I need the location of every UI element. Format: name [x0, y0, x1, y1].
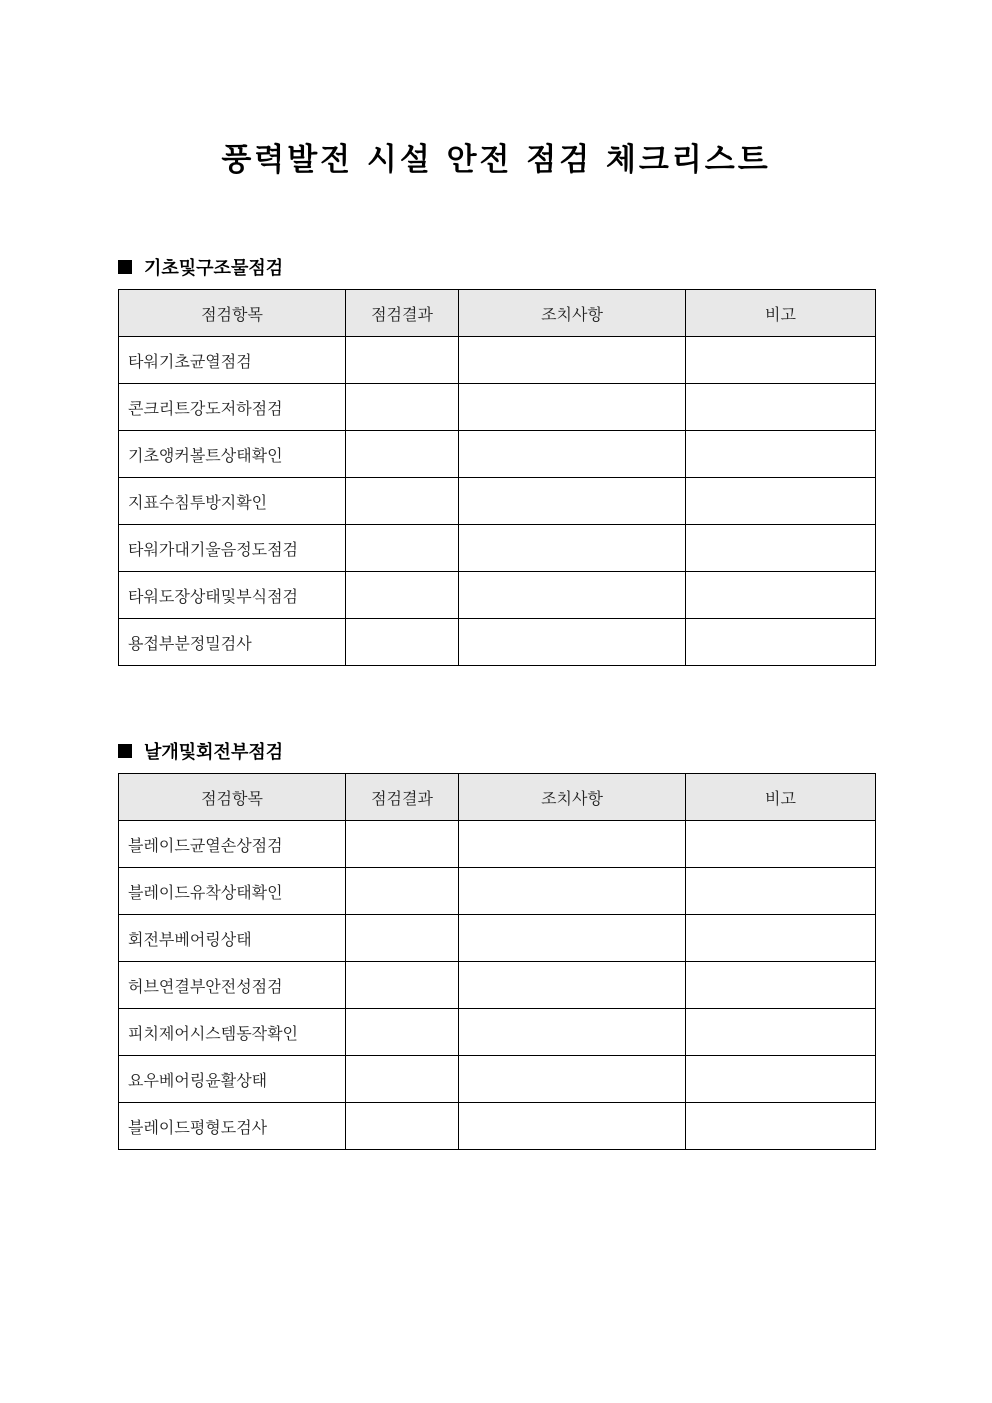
section-heading-label: 기초및구조물점검 [144, 258, 284, 279]
result-cell[interactable] [346, 431, 459, 478]
item-cell: 블레이드평형도검사 [119, 1103, 346, 1150]
square-bullet-icon [118, 744, 132, 758]
remarks-cell[interactable] [686, 915, 876, 962]
item-cell: 블레이드유착상태확인 [119, 868, 346, 915]
table-row [119, 384, 876, 431]
table-row [119, 915, 876, 962]
action-cell[interactable] [459, 478, 686, 525]
item-cell: 블레이드균열손상점검 [119, 821, 346, 868]
column-header-remarks: 비고 [686, 774, 876, 821]
table-header-row [119, 290, 876, 337]
remarks-cell[interactable] [686, 962, 876, 1009]
remarks-cell[interactable] [686, 431, 876, 478]
action-cell[interactable] [459, 868, 686, 915]
item-cell: 용접부분정밀검사 [119, 619, 346, 666]
checklist-table-blade-rotor [118, 773, 876, 1150]
item-cell: 회전부베어링상태 [119, 915, 346, 962]
remarks-cell[interactable] [686, 337, 876, 384]
result-cell[interactable] [346, 1103, 459, 1150]
result-cell[interactable] [346, 619, 459, 666]
remarks-cell[interactable] [686, 1009, 876, 1056]
section-heading-blade-rotor [118, 738, 283, 764]
item-cell: 타워가대기울음정도점검 [119, 525, 346, 572]
remarks-cell[interactable] [686, 821, 876, 868]
result-cell[interactable] [346, 384, 459, 431]
action-cell[interactable] [459, 619, 686, 666]
result-cell[interactable] [346, 1009, 459, 1056]
result-cell[interactable] [346, 868, 459, 915]
item-cell: 타워도장상태및부식점검 [119, 572, 346, 619]
checklist-table-foundation [118, 289, 876, 666]
column-header-action: 조치사항 [459, 774, 686, 821]
action-cell[interactable] [459, 1056, 686, 1103]
table-row [119, 619, 876, 666]
remarks-cell[interactable] [686, 525, 876, 572]
remarks-cell[interactable] [686, 572, 876, 619]
item-cell: 허브연결부안전성점검 [119, 962, 346, 1009]
remarks-cell[interactable] [686, 619, 876, 666]
action-cell[interactable] [459, 384, 686, 431]
action-cell[interactable] [459, 525, 686, 572]
item-cell: 타워기초균열점검 [119, 337, 346, 384]
remarks-cell[interactable] [686, 868, 876, 915]
table-row [119, 868, 876, 915]
table-row [119, 431, 876, 478]
section-heading-label: 날개및회전부점검 [144, 742, 284, 763]
column-header-remarks: 비고 [686, 290, 876, 337]
item-cell: 지표수침투방지확인 [119, 478, 346, 525]
result-cell[interactable] [346, 821, 459, 868]
table-row [119, 525, 876, 572]
table-row [119, 1009, 876, 1056]
result-cell[interactable] [346, 525, 459, 572]
table-row [119, 821, 876, 868]
action-cell[interactable] [459, 572, 686, 619]
column-header-item: 점검항목 [119, 290, 346, 337]
table-row [119, 572, 876, 619]
table-row [119, 1056, 876, 1103]
column-header-result: 점검결과 [346, 290, 459, 337]
action-cell[interactable] [459, 821, 686, 868]
result-cell[interactable] [346, 572, 459, 619]
table-row [119, 337, 876, 384]
table-header-row [119, 774, 876, 821]
column-header-item: 점검항목 [119, 774, 346, 821]
remarks-cell[interactable] [686, 1103, 876, 1150]
remarks-cell[interactable] [686, 384, 876, 431]
item-cell: 요우베어링윤활상태 [119, 1056, 346, 1103]
item-cell: 피치제어시스템동작확인 [119, 1009, 346, 1056]
section-heading-foundation [118, 254, 283, 280]
table-row [119, 1103, 876, 1150]
result-cell[interactable] [346, 962, 459, 1009]
table-row [119, 478, 876, 525]
square-bullet-icon [118, 260, 132, 274]
item-cell: 콘크리트강도저하점검 [119, 384, 346, 431]
action-cell[interactable] [459, 431, 686, 478]
remarks-cell[interactable] [686, 478, 876, 525]
result-cell[interactable] [346, 478, 459, 525]
result-cell[interactable] [346, 915, 459, 962]
result-cell[interactable] [346, 337, 459, 384]
action-cell[interactable] [459, 962, 686, 1009]
action-cell[interactable] [459, 1009, 686, 1056]
action-cell[interactable] [459, 915, 686, 962]
action-cell[interactable] [459, 1103, 686, 1150]
result-cell[interactable] [346, 1056, 459, 1103]
column-header-action: 조치사항 [459, 290, 686, 337]
column-header-result: 점검결과 [346, 774, 459, 821]
item-cell: 기초앵커볼트상태확인 [119, 431, 346, 478]
action-cell[interactable] [459, 337, 686, 384]
remarks-cell[interactable] [686, 1056, 876, 1103]
page-title: 풍력발전 시설 안전 점검 체크리스트 [221, 142, 771, 178]
table-row [119, 962, 876, 1009]
